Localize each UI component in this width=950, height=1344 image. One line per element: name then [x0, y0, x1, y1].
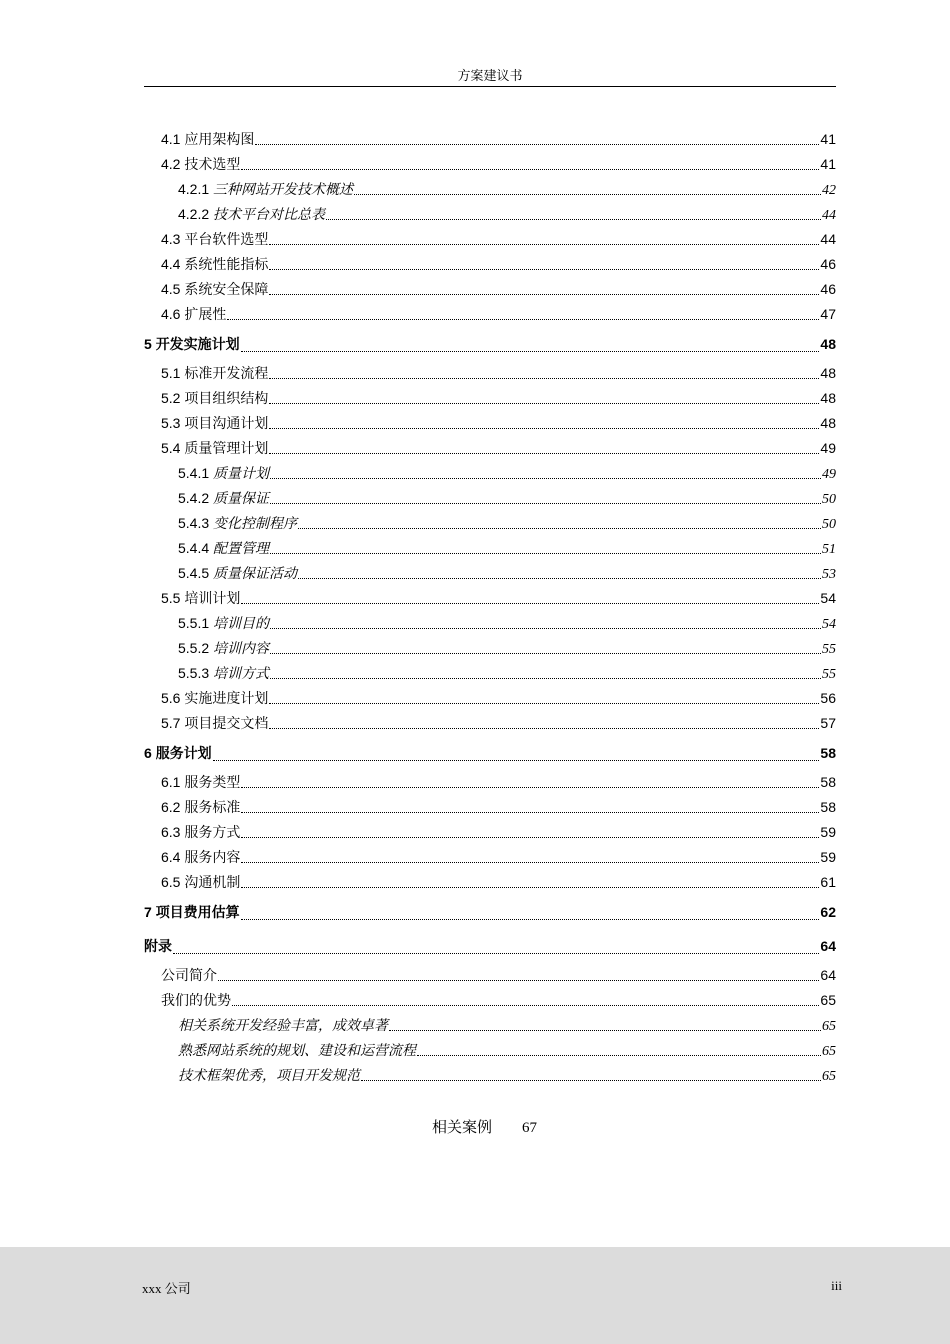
toc-entry[interactable]	[144, 511, 836, 536]
toc-entry-title: 熟悉网站系统的规划、建设和运营流程	[178, 1044, 416, 1059]
toc-entry-title: 我们的优势	[161, 992, 231, 1008]
toc-entry-page: 48	[820, 336, 836, 352]
toc-entry[interactable]	[144, 227, 836, 252]
toc-entry-page: 65	[822, 1019, 836, 1034]
toc-entry[interactable]	[144, 963, 836, 988]
toc-entry-page: 41	[820, 131, 836, 147]
toc-entry[interactable]	[144, 386, 836, 411]
toc-entry-title: 扩展性	[184, 306, 227, 322]
toc-entry-number: 5.2	[161, 390, 181, 406]
toc-entry-page: 56	[820, 690, 836, 706]
toc-entry-label	[161, 586, 240, 611]
dot-leader	[354, 193, 821, 195]
toc-entry[interactable]	[144, 152, 836, 177]
dot-leader	[298, 577, 821, 579]
toc-entry[interactable]	[144, 686, 836, 711]
toc-entry-page: 48	[820, 415, 836, 431]
toc-entry-page: 58	[820, 774, 836, 790]
toc-entry-title: 培训目的	[213, 617, 270, 632]
toc-entry-page: 57	[820, 715, 836, 731]
toc-entry-number: 5.3	[161, 415, 181, 431]
toc-entry-number: 6.4	[161, 849, 181, 865]
toc-entry-label	[161, 127, 254, 152]
toc-entry-title: 质量计划	[213, 467, 270, 482]
toc-entry-number: 5.5	[161, 590, 181, 606]
toc-entry-number: 5.1	[161, 365, 181, 381]
toc-entry-label	[161, 361, 268, 386]
toc-entry[interactable]	[144, 611, 836, 636]
toc-entry-title: 附录	[144, 938, 172, 954]
toc-entry-label	[161, 963, 217, 988]
toc-entry-page: 50	[822, 492, 836, 507]
dot-leader	[213, 759, 820, 761]
toc-entry-page: 48	[820, 390, 836, 406]
toc-entry-label	[161, 152, 240, 177]
toc-entry-title: 相关系统开发经验丰富，成效卓著	[178, 1019, 388, 1034]
toc-entry[interactable]	[144, 536, 836, 561]
dot-leader	[255, 143, 819, 145]
toc-entry[interactable]	[144, 661, 836, 686]
toc-entry-number: 5	[144, 336, 152, 352]
dot-leader	[218, 979, 819, 981]
toc-entry-title: 开发实施计划	[155, 336, 240, 352]
dot-leader	[269, 243, 819, 245]
toc-entry[interactable]	[144, 327, 836, 361]
toc-entry-number: 6.1	[161, 774, 181, 790]
toc-entry-page: 41	[820, 156, 836, 172]
toc-entry[interactable]	[144, 436, 836, 461]
toc-entry[interactable]	[144, 177, 836, 202]
toc-entry-label	[161, 820, 240, 845]
toc-entry-label	[144, 895, 240, 929]
toc-entry-title: 标准开发流程	[184, 365, 269, 381]
toc-entry[interactable]	[144, 870, 836, 895]
toc-entry-page: 67	[522, 1120, 538, 1136]
toc-entry-label	[144, 736, 212, 770]
toc-entry[interactable]	[144, 127, 836, 152]
dot-leader	[241, 602, 819, 604]
toc-entry[interactable]	[144, 636, 836, 661]
toc-entry-number: 5.4.1	[178, 465, 210, 481]
toc-entry-number: 4.1	[161, 131, 181, 147]
toc-entry-number: 5.5.3	[178, 665, 210, 681]
dot-leader	[269, 377, 819, 379]
toc-entry-number: 5.4.5	[178, 565, 210, 581]
toc-entry-page: 54	[820, 590, 836, 606]
toc-entry-page: 64	[820, 967, 836, 983]
toc-entry-number: 7	[144, 904, 152, 920]
toc-entry-label	[161, 870, 240, 895]
toc-entry-label	[161, 686, 268, 711]
toc-entry-number: 4.6	[161, 306, 181, 322]
toc-entry-label	[178, 611, 269, 637]
toc-entry[interactable]	[144, 845, 836, 870]
toc-entry-title: 技术平台对比总表	[213, 208, 326, 223]
toc-entry-number: 4.3	[161, 231, 181, 247]
dot-leader	[173, 952, 819, 954]
dot-leader	[241, 886, 819, 888]
toc-entry-title: 公司简介	[161, 967, 217, 983]
toc-entry-label	[144, 327, 240, 361]
toc-entry[interactable]	[144, 988, 836, 1013]
table-of-contents	[144, 127, 836, 1088]
toc-entry-label	[161, 302, 226, 327]
toc-entry-number: 4.5	[161, 281, 181, 297]
toc-entry[interactable]	[144, 461, 836, 486]
toc-entry-title: 项目费用估算	[155, 904, 240, 920]
dot-leader	[326, 218, 821, 220]
dot-leader	[269, 268, 819, 270]
toc-entry-label	[178, 1063, 360, 1089]
toc-entry-title: 服务方式	[184, 824, 241, 840]
toc-entry[interactable]	[144, 411, 836, 436]
toc-entry-page: 65	[822, 1069, 836, 1084]
toc-entry-label	[161, 252, 268, 277]
toc-entry-page: 55	[822, 667, 836, 682]
toc-entry-label	[178, 1013, 388, 1039]
toc-entry-label	[178, 661, 269, 687]
toc-entry-label	[161, 386, 268, 411]
document-title: 方案建议书	[457, 68, 523, 83]
toc-entry[interactable]	[144, 895, 836, 929]
dot-leader	[232, 1004, 819, 1006]
toc-entry[interactable]	[144, 711, 836, 736]
toc-entry-title: 服务标准	[184, 799, 241, 815]
toc-entry-title: 技术选型	[184, 156, 241, 172]
toc-entry-page: 58	[820, 745, 836, 761]
toc-entry-title: 项目沟通计划	[184, 415, 269, 431]
toc-entry-page: 42	[822, 183, 836, 198]
dot-leader	[241, 811, 819, 813]
toc-entry-title: 培训内容	[213, 642, 270, 657]
toc-entry-title: 实施进度计划	[184, 690, 269, 706]
toc-entry-label	[161, 770, 240, 795]
page-header	[144, 66, 836, 87]
toc-entry[interactable]	[144, 770, 836, 795]
toc-entry[interactable]	[144, 1013, 836, 1038]
dot-leader	[227, 318, 819, 320]
toc-entry[interactable]	[144, 1038, 836, 1063]
toc-entry-page: 54	[822, 617, 836, 632]
toc-entry-page: 65	[822, 1044, 836, 1059]
toc-entry-title: 技术框架优秀，项目开发规范	[178, 1069, 360, 1084]
toc-entry-number: 5.4.2	[178, 490, 210, 506]
toc-entry[interactable]	[144, 736, 836, 770]
toc-entry-label	[178, 511, 297, 537]
dot-leader	[270, 677, 821, 679]
toc-entry-page: 47	[820, 306, 836, 322]
toc-entry-number: 6.3	[161, 824, 181, 840]
toc-entry-page: 59	[820, 824, 836, 840]
toc-entry-page: 58	[820, 799, 836, 815]
dot-leader	[270, 552, 821, 554]
toc-entry-title: 服务类型	[184, 774, 241, 790]
toc-entry-number: 5.5.2	[178, 640, 210, 656]
toc-entry-title: 培训计划	[184, 590, 241, 606]
toc-entry-number: 5.4	[161, 440, 181, 456]
toc-entry-label	[178, 536, 269, 562]
toc-entry-label	[178, 561, 297, 587]
footer-page-number: iii	[831, 1278, 842, 1293]
toc-entry-label	[161, 845, 240, 870]
toc-entry-title: 质量保证	[213, 492, 270, 507]
toc-entry-page: 59	[820, 849, 836, 865]
toc-entry[interactable]	[144, 277, 836, 302]
toc-entry[interactable]	[144, 486, 836, 511]
toc-entry-number: 5.5.1	[178, 615, 210, 631]
dot-leader	[389, 1029, 821, 1031]
toc-entry[interactable]	[144, 586, 836, 611]
toc-entry[interactable]	[144, 302, 836, 327]
toc-entry-page: 53	[822, 567, 836, 582]
toc-entry-page: 44	[820, 231, 836, 247]
dot-leader	[269, 727, 819, 729]
toc-entry-page: 46	[820, 281, 836, 297]
toc-entry-number: 6	[144, 745, 152, 761]
toc-entry-number: 5.4.4	[178, 540, 210, 556]
toc-entry-title: 系统安全保障	[184, 281, 269, 297]
toc-entry-label	[178, 1038, 416, 1064]
toc-entry-title: 培训方式	[213, 667, 270, 682]
toc-entry[interactable]	[144, 820, 836, 845]
toc-entry-label	[161, 711, 268, 736]
toc-entry-label	[178, 177, 353, 203]
dot-leader	[241, 350, 820, 352]
dot-leader	[269, 452, 819, 454]
toc-entry-number: 4.2	[161, 156, 181, 172]
toc-entry-title: 配置管理	[213, 542, 270, 557]
toc-entry-title: 项目提交文档	[184, 715, 269, 731]
dot-leader	[241, 861, 819, 863]
dot-leader	[270, 502, 821, 504]
toc-entry[interactable]	[144, 1063, 836, 1088]
toc-entry-label	[161, 988, 231, 1013]
toc-entry-number: 4.2.1	[178, 181, 210, 197]
dot-leader	[269, 293, 819, 295]
toc-entry-title: 项目组织结构	[184, 390, 269, 406]
toc-entry-title: 沟通机制	[184, 874, 241, 890]
toc-entry-number: 6.2	[161, 799, 181, 815]
dot-leader	[241, 836, 819, 838]
toc-entry[interactable]	[144, 361, 836, 386]
toc-entry-label	[178, 486, 269, 512]
toc-entry-page: 49	[822, 467, 836, 482]
footer-company: xxx 公司	[142, 1281, 191, 1296]
toc-entry-page: 49	[820, 440, 836, 456]
toc-entry-page: 44	[822, 208, 836, 223]
dot-leader	[270, 652, 821, 654]
toc-entry-label	[178, 202, 325, 228]
toc-entry-number: 5.4.3	[178, 515, 210, 531]
toc-entry-title: 质量保证活动	[213, 567, 298, 582]
toc-entry-label	[161, 411, 268, 436]
dot-leader	[298, 527, 821, 529]
toc-entry-page: 51	[822, 542, 836, 557]
toc-entry-title: 系统性能指标	[184, 256, 269, 272]
dot-leader	[361, 1079, 821, 1081]
toc-entry-number: 5.6	[161, 690, 181, 706]
toc-entry-page: 61	[820, 874, 836, 890]
dot-leader	[241, 786, 819, 788]
toc-entry-related-cases[interactable]	[432, 1117, 537, 1139]
toc-entry-title: 三种网站开发技术概述	[213, 183, 354, 198]
dot-leader	[270, 627, 821, 629]
toc-entry-title: 应用架构图	[184, 131, 255, 147]
toc-entry-label	[161, 795, 240, 820]
toc-entry-number: 5.7	[161, 715, 181, 731]
toc-entry[interactable]	[144, 929, 836, 963]
toc-entry-page: 46	[820, 256, 836, 272]
toc-entry-label	[161, 436, 268, 461]
dot-leader	[269, 402, 819, 404]
toc-entry[interactable]	[144, 252, 836, 277]
toc-entry-number: 4.4	[161, 256, 181, 272]
dot-leader	[241, 918, 820, 920]
toc-entry-title: 服务内容	[184, 849, 241, 865]
dot-leader	[270, 477, 821, 479]
toc-entry-page: 62	[820, 904, 836, 920]
toc-entry-label	[178, 636, 269, 662]
toc-entry-number: 6.5	[161, 874, 181, 890]
toc-entry-page: 55	[822, 642, 836, 657]
dot-leader	[269, 702, 819, 704]
dot-leader	[269, 427, 819, 429]
toc-entry-page: 65	[820, 992, 836, 1008]
toc-entry-page: 50	[822, 517, 836, 532]
toc-entry-title: 质量管理计划	[184, 440, 269, 456]
toc-entry[interactable]	[144, 202, 836, 227]
dot-leader	[417, 1054, 821, 1056]
toc-entry[interactable]	[144, 561, 836, 586]
toc-entry-page: 48	[820, 365, 836, 381]
toc-entry-title: 服务计划	[155, 745, 212, 761]
toc-entry-label	[161, 227, 268, 252]
toc-entry-page: 64	[820, 938, 836, 954]
toc-entry-label	[178, 461, 269, 487]
toc-entry-title: 相关案例	[432, 1119, 493, 1136]
dot-leader	[241, 168, 819, 170]
toc-entry-label	[144, 929, 172, 963]
toc-entry-title: 平台软件选型	[184, 231, 269, 247]
toc-entry-label	[161, 277, 268, 302]
toc-entry[interactable]	[144, 795, 836, 820]
toc-entry-title: 变化控制程序	[213, 517, 298, 532]
toc-entry-number: 4.2.2	[178, 206, 210, 222]
